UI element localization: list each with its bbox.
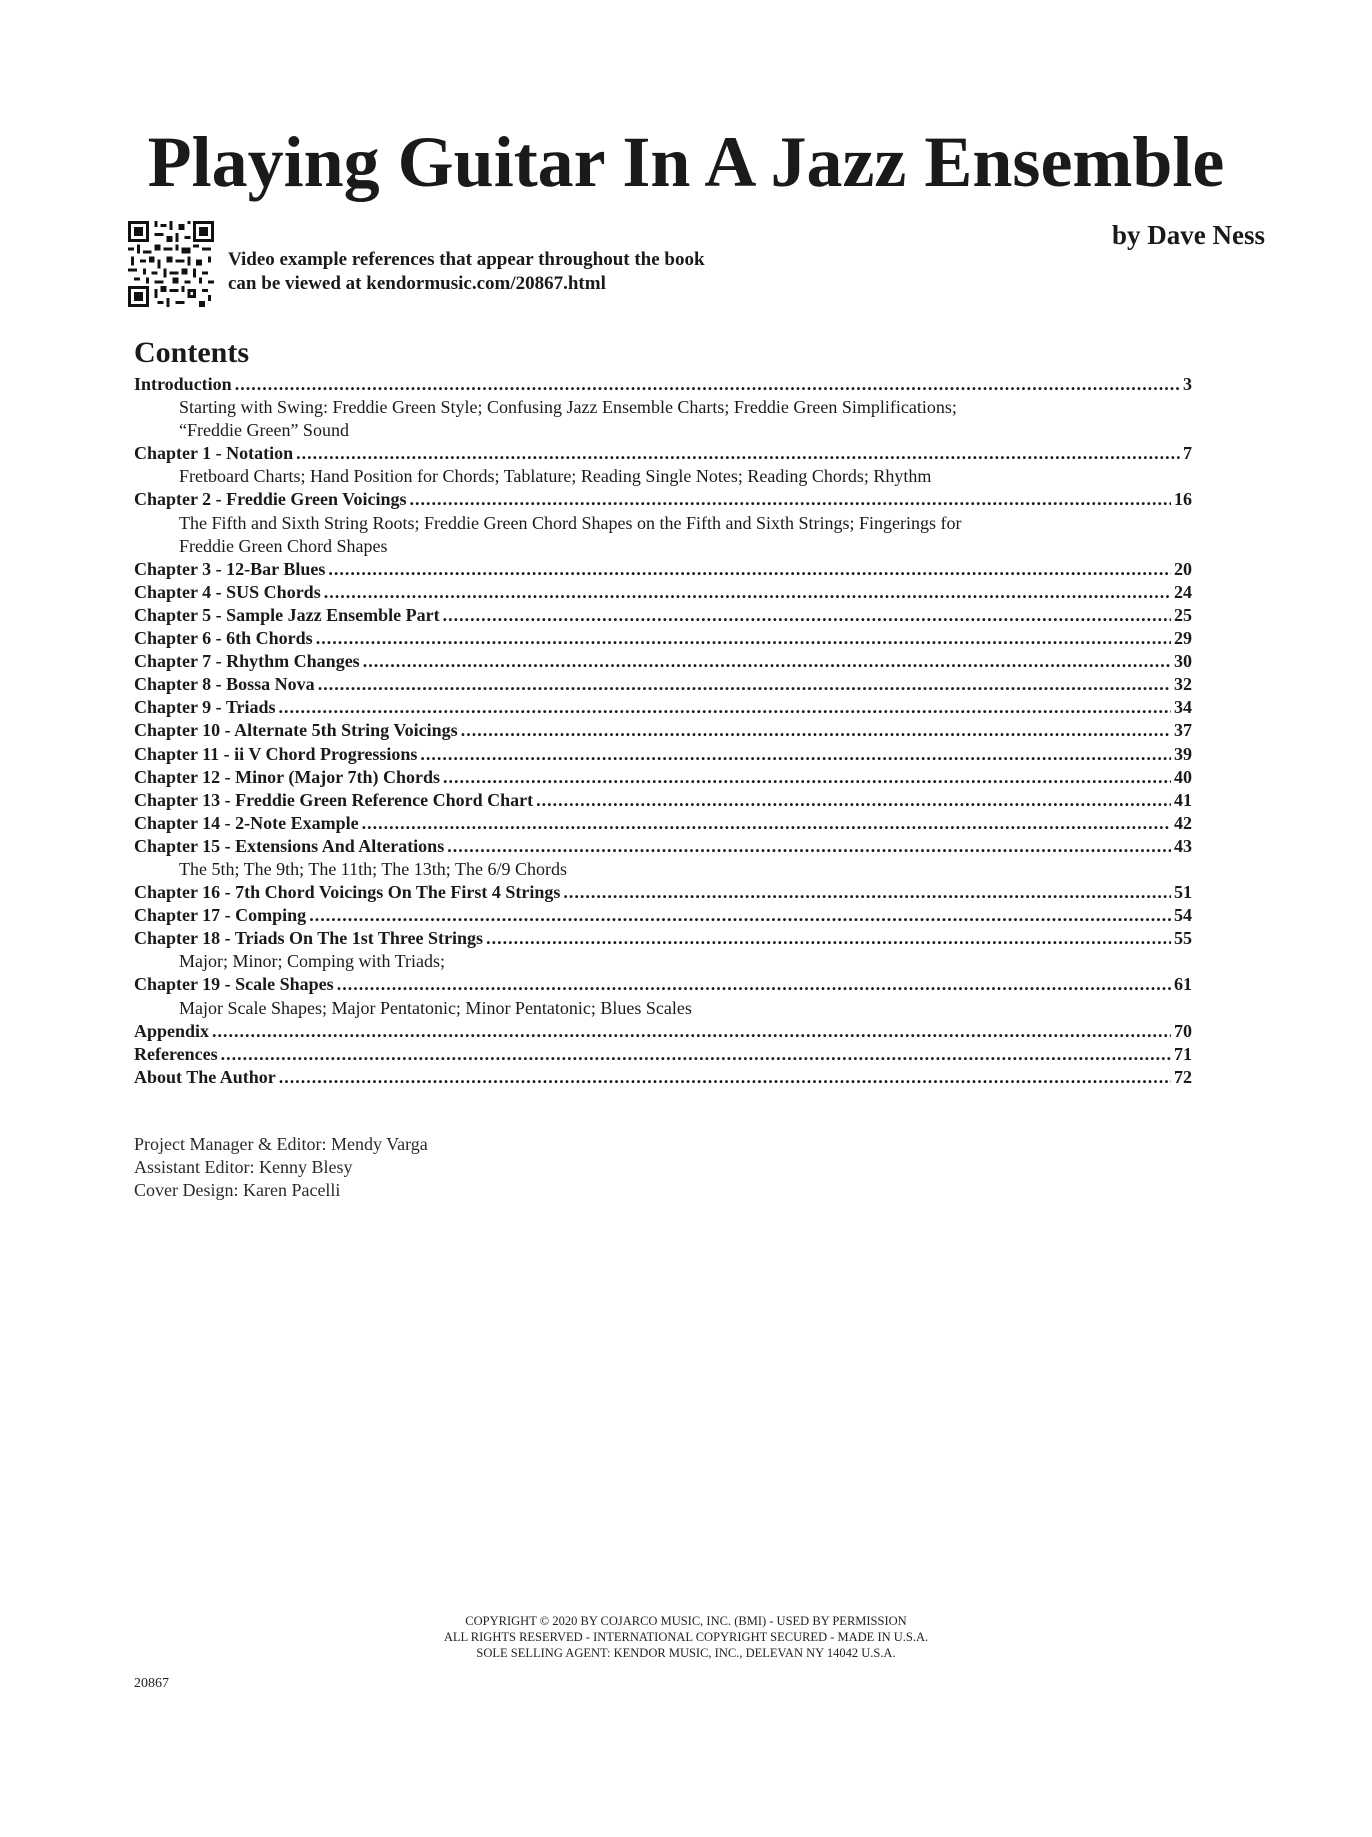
toc-subtopics: The Fifth and Sixth String Roots; Freddie Green Chord Shapes on the Fifth and Sixth Strings; Fingerings for bbox=[179, 512, 962, 533]
toc-entry-label: Chapter 13 - Freddie Green Reference Chord Chart bbox=[134, 789, 534, 810]
dot-leader bbox=[279, 1066, 1171, 1089]
toc-entry-label: Chapter 15 - Extensions And Alterations bbox=[134, 835, 445, 856]
dot-leader bbox=[536, 789, 1171, 812]
toc-entry[interactable] bbox=[134, 766, 1192, 789]
author-byline: by Dave Ness bbox=[1112, 220, 1265, 250]
dot-leader bbox=[420, 743, 1171, 766]
toc-entry-page: 3 bbox=[1183, 374, 1192, 394]
toc-entry-page: 32 bbox=[1174, 674, 1192, 695]
toc-entry-page: 55 bbox=[1174, 928, 1192, 949]
toc-entry-label: Introduction bbox=[134, 374, 232, 394]
toc-entry-label: Chapter 8 - Bossa Nova bbox=[134, 674, 315, 695]
dot-leader bbox=[461, 719, 1171, 742]
credit-project-manager: Project Manager & Editor: Mendy Varga bbox=[134, 1134, 428, 1154]
toc-entry[interactable] bbox=[134, 581, 1192, 604]
table-of-contents bbox=[134, 373, 1192, 1089]
dot-leader bbox=[447, 835, 1171, 858]
toc-entry[interactable] bbox=[134, 1020, 1192, 1043]
toc-entry[interactable] bbox=[134, 604, 1192, 627]
toc-entry[interactable] bbox=[134, 696, 1192, 719]
toc-entry-label: Chapter 14 - 2-Note Example bbox=[134, 812, 359, 833]
toc-subtopics: Major; Minor; Comping with Triads; bbox=[179, 951, 446, 972]
dot-leader bbox=[362, 812, 1171, 835]
toc-entry-page: 72 bbox=[1174, 1066, 1192, 1087]
toc-subtopics: Freddie Green Chord Shapes bbox=[179, 535, 388, 556]
dot-leader bbox=[309, 904, 1171, 927]
toc-entry[interactable] bbox=[134, 973, 1192, 996]
toc-entry[interactable] bbox=[134, 881, 1192, 904]
toc-entry[interactable] bbox=[134, 789, 1192, 812]
video-note-line2[interactable]: can be viewed at kendormusic.com/20867.html bbox=[228, 273, 606, 294]
toc-entry[interactable] bbox=[134, 927, 1192, 950]
toc-entry-page: 41 bbox=[1174, 789, 1192, 810]
selling-agent-line: SOLE SELLING AGENT: KENDOR MUSIC, INC., DELEVAN NY 14042 U.S.A. bbox=[476, 1646, 896, 1660]
toc-subtopics: The 5th; The 9th; The 11th; The 13th; The 6/9 Chords bbox=[179, 858, 567, 879]
toc-entry-page: 29 bbox=[1174, 628, 1192, 649]
copyright-notice bbox=[0, 1613, 1372, 1661]
video-note-line1: Video example references that appear throughout the book bbox=[228, 249, 705, 270]
toc-entry[interactable] bbox=[134, 904, 1192, 927]
dot-leader bbox=[443, 604, 1171, 627]
dot-leader bbox=[443, 766, 1171, 789]
toc-entry-page: 7 bbox=[1183, 443, 1192, 464]
toc-entry-page: 30 bbox=[1174, 651, 1192, 672]
toc-entry[interactable] bbox=[134, 373, 1192, 396]
toc-entry-label: Chapter 6 - 6th Chords bbox=[134, 628, 313, 649]
toc-entry-label: Chapter 19 - Scale Shapes bbox=[134, 974, 334, 995]
toc-entry-label: Chapter 12 - Minor (Major 7th) Chords bbox=[134, 766, 440, 787]
dot-leader bbox=[563, 881, 1171, 904]
dot-leader bbox=[410, 488, 1171, 511]
dot-leader bbox=[296, 442, 1180, 465]
book-title: Playing Guitar In A Jazz Ensemble bbox=[147, 122, 1225, 202]
dot-leader bbox=[337, 973, 1171, 996]
toc-entry-label: Chapter 17 - Comping bbox=[134, 905, 307, 926]
toc-entry[interactable] bbox=[134, 627, 1192, 650]
dot-leader bbox=[324, 581, 1171, 604]
toc-entry-page: 51 bbox=[1174, 882, 1192, 903]
toc-entry-label: Chapter 7 - Rhythm Changes bbox=[134, 651, 360, 672]
dot-leader bbox=[328, 558, 1171, 581]
dot-leader bbox=[318, 673, 1171, 696]
copyright-line: COPYRIGHT © 2020 BY COJARCO MUSIC, INC. (BMI) - USED BY PERMISSION bbox=[465, 1614, 907, 1628]
dot-leader bbox=[235, 373, 1180, 396]
dot-leader bbox=[221, 1043, 1171, 1066]
toc-entry[interactable] bbox=[134, 650, 1192, 673]
toc-entry-label: Chapter 1 - Notation bbox=[134, 443, 294, 464]
toc-subtopics: Fretboard Charts; Hand Position for Chords; Tablature; Reading Single Notes; Reading Chords; Rhythm bbox=[179, 466, 932, 487]
toc-subtopics: Major Scale Shapes; Major Pentatonic; Minor Pentatonic; Blues Scales bbox=[179, 997, 692, 1018]
toc-entry-page: 43 bbox=[1174, 835, 1192, 856]
toc-entry-page: 71 bbox=[1174, 1043, 1192, 1064]
toc-entry[interactable] bbox=[134, 673, 1192, 696]
toc-entry-label: Chapter 11 - ii V Chord Progressions bbox=[134, 743, 418, 764]
toc-entry-page: 34 bbox=[1174, 697, 1192, 718]
toc-entry-label: Chapter 9 - Triads bbox=[134, 697, 276, 718]
toc-entry[interactable] bbox=[134, 442, 1192, 465]
credit-assistant-editor: Assistant Editor: Kenny Blesy bbox=[134, 1157, 353, 1177]
dot-leader bbox=[486, 927, 1171, 950]
video-reference-note bbox=[228, 248, 705, 296]
toc-entry[interactable] bbox=[134, 488, 1192, 511]
toc-entry-page: 37 bbox=[1174, 720, 1192, 741]
qr-code-icon[interactable] bbox=[128, 221, 214, 307]
toc-entry-label: Chapter 4 - SUS Chords bbox=[134, 581, 321, 602]
toc-entry-page: 42 bbox=[1174, 812, 1192, 833]
toc-entry[interactable] bbox=[134, 558, 1192, 581]
contents-heading: Contents bbox=[134, 336, 250, 369]
toc-entry-label: Chapter 18 - Triads On The 1st Three Strings bbox=[134, 928, 484, 949]
dot-leader bbox=[316, 627, 1171, 650]
toc-entry-label: References bbox=[134, 1043, 218, 1064]
toc-entry[interactable] bbox=[134, 743, 1192, 766]
dot-leader bbox=[363, 650, 1171, 673]
rights-line: ALL RIGHTS RESERVED - INTERNATIONAL COPYRIGHT SECURED - MADE IN U.S.A. bbox=[443, 1630, 929, 1644]
toc-entry-page: 70 bbox=[1174, 1020, 1192, 1041]
toc-entry-page: 61 bbox=[1174, 974, 1192, 995]
toc-entry[interactable] bbox=[134, 1043, 1192, 1066]
toc-entry-page: 25 bbox=[1174, 604, 1192, 625]
toc-entry-label: About The Author bbox=[134, 1066, 276, 1087]
toc-entry[interactable] bbox=[134, 1066, 1192, 1089]
catalog-number: 20867 bbox=[134, 1676, 169, 1691]
dot-leader bbox=[212, 1020, 1171, 1043]
toc-entry-label: Chapter 3 - 12-Bar Blues bbox=[134, 558, 326, 579]
toc-entry-page: 40 bbox=[1174, 766, 1192, 787]
toc-subtopics: “Freddie Green” Sound bbox=[179, 420, 349, 441]
toc-entry[interactable] bbox=[134, 835, 1192, 858]
toc-entry-label: Chapter 2 - Freddie Green Voicings bbox=[134, 489, 407, 510]
toc-entry-page: 20 bbox=[1174, 558, 1192, 579]
toc-entry-label: Chapter 10 - Alternate 5th String Voicings bbox=[134, 720, 458, 741]
toc-entry-page: 54 bbox=[1174, 905, 1192, 926]
toc-entry[interactable] bbox=[134, 812, 1192, 835]
toc-subtopics: Starting with Swing: Freddie Green Style; Confusing Jazz Ensemble Charts; Freddie Green Simplifications; bbox=[179, 397, 957, 418]
credits bbox=[134, 1133, 428, 1202]
toc-entry-page: 39 bbox=[1174, 743, 1192, 764]
toc-entry-label: Appendix bbox=[134, 1020, 210, 1041]
dot-leader bbox=[279, 696, 1171, 719]
toc-entry-page: 24 bbox=[1174, 581, 1192, 602]
toc-entry[interactable] bbox=[134, 719, 1192, 742]
toc-entry-label: Chapter 5 - Sample Jazz Ensemble Part bbox=[134, 604, 440, 625]
credit-cover-design: Cover Design: Karen Pacelli bbox=[134, 1180, 341, 1200]
toc-entry-label: Chapter 16 - 7th Chord Voicings On The First 4 Strings bbox=[134, 882, 561, 903]
toc-entry-page: 16 bbox=[1174, 489, 1192, 510]
